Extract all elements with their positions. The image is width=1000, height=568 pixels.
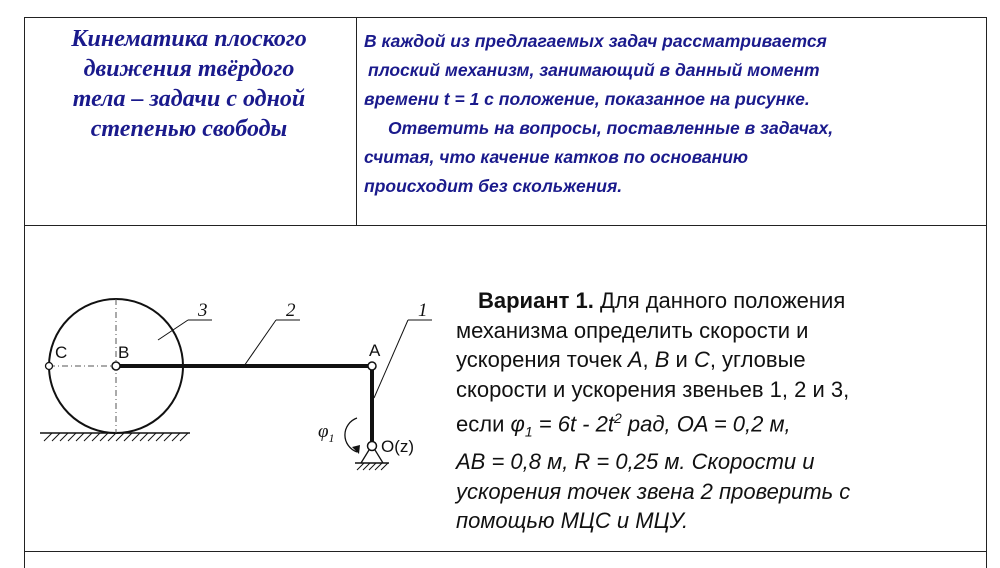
variant-line-5 bbox=[456, 404, 991, 447]
variant-text-segment: ускорения точек bbox=[456, 347, 628, 372]
variant-text-segment: и bbox=[669, 347, 694, 372]
variant-text-segment: рад, OA = 0,2 м, bbox=[621, 411, 791, 437]
intro-line: считая, что качение катков по основанию bbox=[364, 147, 749, 167]
variant-line-4: скорости и ускорения звеньев 1, 2 и 3, bbox=[456, 376, 850, 402]
variant-line-6: AB = 0,8 м, R = 0,25 м. Скорости и bbox=[456, 449, 815, 475]
phi-symbol: φ bbox=[510, 411, 525, 437]
label-point-b: B bbox=[118, 343, 130, 362]
topic-title-line: движения твёрдого bbox=[83, 56, 295, 82]
variant-line-7: ускорения точек звена 2 проверить с bbox=[456, 478, 851, 504]
variant-heading: Вариант 1. bbox=[478, 288, 594, 313]
variant-text-segment: если bbox=[456, 411, 511, 437]
variant-line-2: механизма определить скорости и bbox=[456, 317, 809, 343]
intro-line: плоский механизм, занимающий в данный момент bbox=[368, 60, 820, 80]
variant-line-8: помощью МЦС и МЦУ. bbox=[456, 508, 689, 534]
leader-3 bbox=[158, 320, 188, 340]
label-wheel-number: 3 bbox=[198, 300, 208, 321]
label-crank-number: 1 bbox=[418, 300, 428, 321]
label-point-a: A bbox=[369, 341, 381, 360]
angle-arrow bbox=[345, 418, 360, 454]
point-b-ref: B bbox=[654, 347, 670, 372]
variant-text-segment: Для данного положения bbox=[593, 288, 846, 313]
phi-subscript: 1 bbox=[524, 423, 533, 440]
topic-title-line: тела – задачи с одной bbox=[72, 86, 306, 112]
point-a-ref: A bbox=[627, 347, 643, 372]
joint-b bbox=[112, 362, 120, 370]
leader-2 bbox=[244, 320, 276, 366]
power-superscript: 2 bbox=[613, 410, 622, 426]
point-c-dot bbox=[46, 363, 53, 370]
label-angle-subscript: 1 bbox=[328, 431, 335, 445]
label-angle-symbol: φ bbox=[318, 421, 329, 442]
label-point-c: C bbox=[55, 343, 68, 362]
intro-line: Ответить на вопросы, поставленные в задачах, bbox=[388, 118, 834, 138]
intro-line: времени t = 1 с положение, показанное на рисунке. bbox=[364, 89, 810, 109]
wheel-ground bbox=[40, 433, 190, 441]
topic-title-line: степенью свободы bbox=[90, 116, 288, 142]
variant-statement bbox=[456, 286, 991, 536]
label-rod-number: 2 bbox=[286, 300, 296, 321]
variant-line-1 bbox=[456, 286, 991, 316]
label-pivot: O(z) bbox=[381, 437, 415, 456]
intro-line: В каждой из предлагаемых задач рассматривается bbox=[364, 31, 827, 51]
variant-text-segment: , угловые bbox=[709, 347, 806, 372]
variant-text-segment: = 6t - 2t bbox=[532, 411, 614, 437]
joint-a bbox=[368, 362, 376, 370]
topic-title-line: Кинематика плоского bbox=[71, 26, 307, 52]
variant-text-segment: , bbox=[642, 347, 655, 372]
point-c-ref: C bbox=[693, 347, 710, 372]
label-angle bbox=[318, 421, 335, 445]
intro-line: происходит без скольжения. bbox=[364, 176, 623, 196]
variant-line-3 bbox=[456, 345, 991, 375]
